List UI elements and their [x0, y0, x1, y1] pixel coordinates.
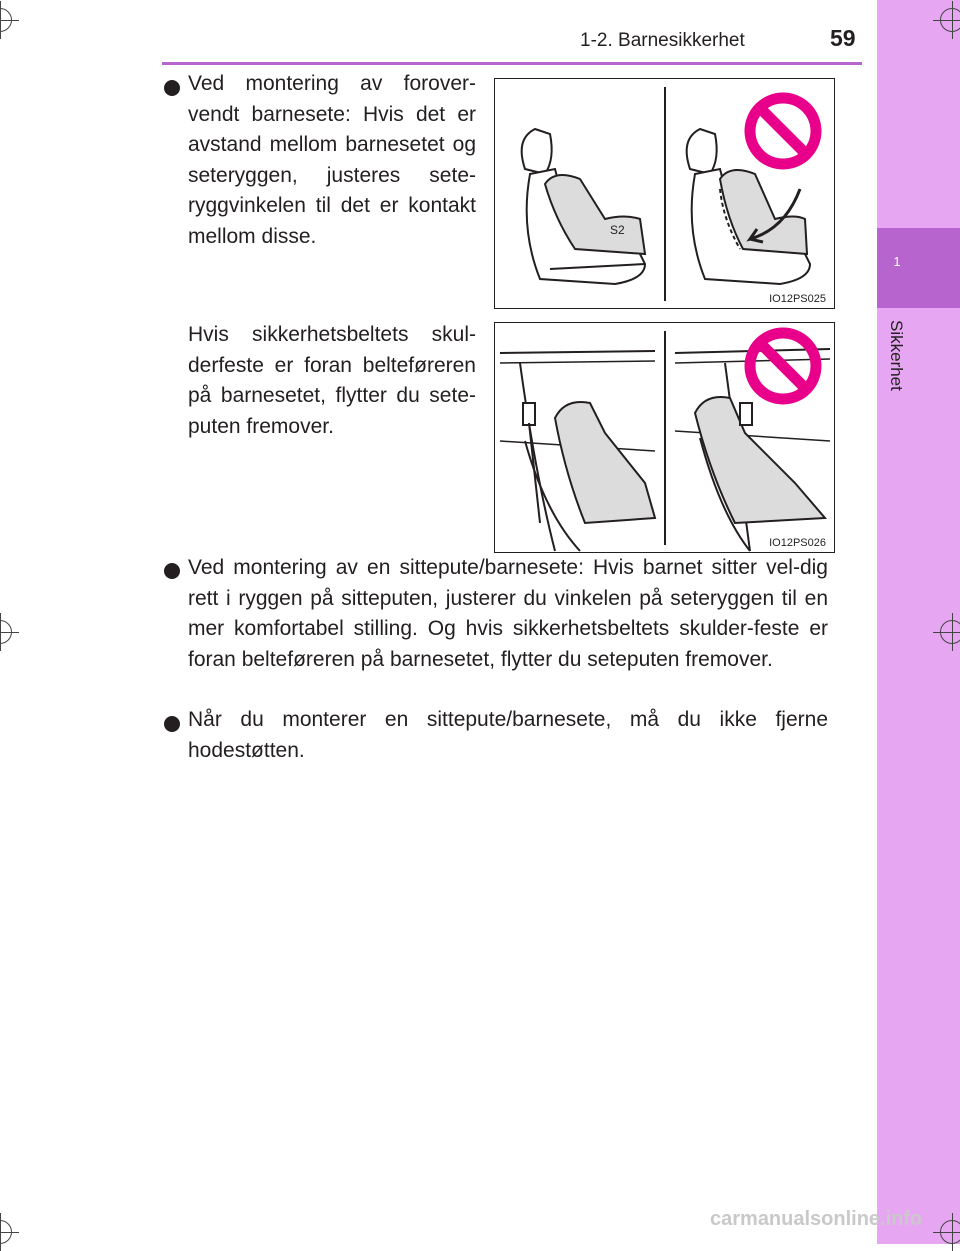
figure-code: IO12PS025 [769, 293, 826, 305]
bullet-icon [164, 80, 180, 96]
figure-seat-recline [494, 78, 835, 309]
header-rule [162, 62, 862, 65]
registration-mark-icon [940, 8, 960, 32]
bullet-icon [164, 563, 180, 579]
registration-mark-icon [940, 1220, 960, 1244]
registration-mark-icon [0, 620, 12, 644]
instruction-text-2: Ved montering av en sittepute/barnesete: Hvis barnet sitter vel-dig rett i ryggen på sitteputen, justerer du vinkelen på seteryggen til en mer komfortabel stilling. Og hvis sikkerhetsbeltets skulder-feste er foran belteføreren på barnesetet, flytter du seteputen fremover. [188, 556, 828, 671]
svg-text:S2: S2 [610, 223, 625, 237]
bullet-icon [164, 716, 180, 732]
watermark: carmanualsonline.info [710, 1208, 923, 1230]
car-seat-illustration [495, 323, 835, 553]
figure-belt-position [494, 322, 835, 553]
chapter-number: 1 [893, 254, 901, 269]
registration-mark-icon [940, 620, 960, 644]
figure-code: IO12PS026 [769, 537, 826, 549]
instruction-text-1a: Ved montering av forover-vendt barnesete: Hvis det er avstand mellom barnesetet og seteryggen, justeres sete-ryggvinkelen til det er kontakt mellom disse. [188, 72, 476, 248]
instruction-text-1b: Hvis sikkerhetsbeltets skul-derfeste er foran belteføreren på barnesetet, flytter du sete-puten fremover. [188, 323, 476, 438]
page-number: 59 [830, 25, 856, 51]
chapter-label: Sikkerhet [887, 320, 906, 391]
instruction-text-3: Når du monterer en sittepute/barnesete, må du ikke fjerne hodestøtten. [188, 708, 828, 762]
registration-mark-icon [0, 1220, 12, 1244]
seat-illustration [495, 79, 835, 309]
section-title: 1-2. Barnesikkerhet [580, 30, 745, 51]
registration-mark-icon [0, 8, 12, 32]
